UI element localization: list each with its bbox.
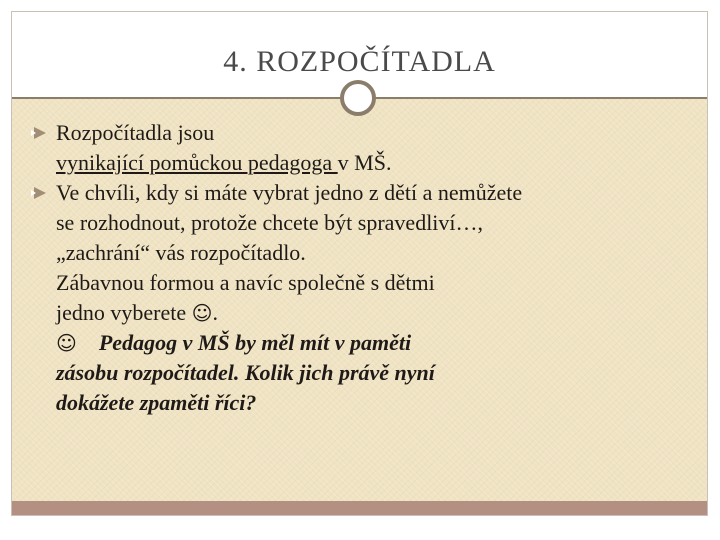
bullet1-rest: v MŠ. xyxy=(337,150,392,175)
bullet-item-1 xyxy=(34,118,699,178)
emphasis-line1: Pedagog v MŠ by měl mít v paměti xyxy=(98,330,412,355)
bottom-bar xyxy=(12,501,707,515)
bullet2-line3: „zachrání“ vás rozpočítadlo. xyxy=(56,240,306,265)
bullet1-text: Rozpočítadla jsou xyxy=(56,120,215,145)
bullet-item-2 xyxy=(34,178,699,418)
bullet2-line5-end: . xyxy=(212,300,218,325)
emphasis-line2: zásobu rozpočítadel. Kolik jich právě nyní xyxy=(56,360,435,385)
emphasis-line3: dokážete zpaměti říci? xyxy=(56,390,257,415)
slide-title: 4. ROZPOČÍTADLA xyxy=(223,45,496,78)
circle-ornament-icon xyxy=(340,80,376,116)
bullet2-line1: Ve chvíli, kdy si máte vybrat jedno z dětí a nemůžete xyxy=(56,180,523,205)
smiley-icon: ☺ xyxy=(56,331,77,355)
circle-ornament-inner xyxy=(349,89,367,107)
smiley-icon: ☺ xyxy=(191,301,213,325)
bullet2-line2: se rozhodnout, protože chcete být spravedliví…, xyxy=(56,210,484,235)
bullet-arrow-icon xyxy=(34,127,46,139)
slide-body xyxy=(34,118,699,418)
bullet2-line5: jedno vyberete xyxy=(56,300,192,325)
bullet2-line4: Zábavnou formou a navíc společně s dětmi xyxy=(56,270,435,295)
bullet-arrow-icon xyxy=(34,187,46,199)
bullet1-underlined: vynikající pomůckou pedagoga xyxy=(56,150,338,175)
